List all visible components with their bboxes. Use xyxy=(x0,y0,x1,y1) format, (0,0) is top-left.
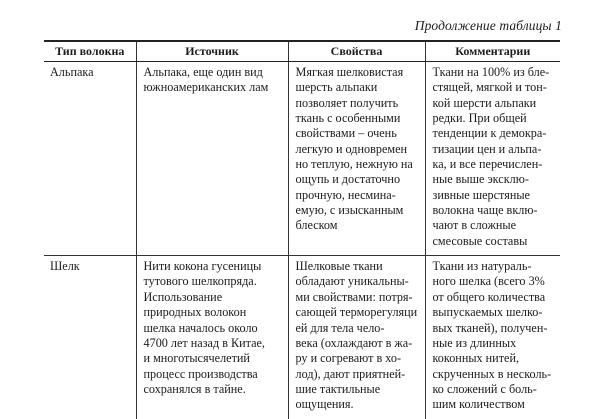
header-fiber-type: Тип волокна xyxy=(44,41,136,62)
cell-line: вых тканей), получен- xyxy=(432,320,548,335)
cell-line: чают в сложные xyxy=(432,218,516,233)
cell-line: и многотысячелетий xyxy=(143,351,250,366)
cell-line: ные выше эксклю- xyxy=(432,172,529,187)
properties-cell xyxy=(288,62,425,256)
fiber-type-cell: Альпака xyxy=(44,62,136,256)
table-header-row xyxy=(44,41,560,62)
cell-line: сохранялся в тайне. xyxy=(143,381,246,396)
cell-line: зивные шерстяные xyxy=(432,187,530,202)
cell-line: Использование xyxy=(143,289,223,304)
cell-line: коконных нитей, xyxy=(432,351,520,366)
cell-line: южноамериканских лам xyxy=(143,80,269,95)
cell-line: века (охлаждают в жа- xyxy=(295,335,413,350)
cell-line: смесовые составы xyxy=(432,233,528,248)
cell-line: скрученных в несколь- xyxy=(432,366,552,381)
cell-line: тутового шелкопряда. xyxy=(143,274,257,289)
comments-cell xyxy=(425,62,560,256)
cell-line: шерсть альпаки xyxy=(295,80,378,95)
cell-line: Шелковые ткани xyxy=(295,259,383,274)
table-continuation-caption: Продолжение таблицы 1 xyxy=(414,18,562,33)
cell-line: легкую и одновремен xyxy=(295,141,408,156)
cell-line: тизации цен и альпа- xyxy=(432,141,542,156)
cell-line: кой шерсти альпаки xyxy=(432,95,537,110)
cell-line: прочную, несмина- xyxy=(295,187,396,202)
cell-line: ного шелка (всего 3% xyxy=(432,274,545,289)
cell-line: обладают уникальны- xyxy=(295,274,409,289)
header-source: Источник xyxy=(136,41,288,62)
cell-line: стящей, мягкой и тон- xyxy=(432,80,547,95)
cell-line: 4700 лет назад в Китае, xyxy=(143,335,265,350)
cell-line: свойствами – очень xyxy=(295,126,397,141)
source-cell xyxy=(136,256,288,419)
cell-line: но теплую, нежную на xyxy=(295,157,413,172)
cell-line: емую, с изысканным xyxy=(295,203,404,218)
cell-line: ру и согревают в хо- xyxy=(295,351,402,366)
cell-line: шим количеством xyxy=(432,397,525,412)
cell-line: ей для тела чело- xyxy=(295,320,385,335)
properties-cell xyxy=(288,256,425,419)
header-properties: Свойства xyxy=(288,41,425,62)
cell-line: ощупь и достаточно xyxy=(295,172,401,187)
cell-line: лод), дают приятней- xyxy=(295,366,406,381)
header-comments: Комментарии xyxy=(425,41,560,62)
cell-line: ные из длинных xyxy=(432,335,517,350)
cell-line: Альпака, еще один вид xyxy=(143,65,263,79)
cell-line: ткань с особенными xyxy=(295,111,401,126)
cell-line: сающей терморегуляци xyxy=(295,305,418,320)
cell-line: ко сложений с боль- xyxy=(432,381,537,396)
cell-line: Мягкая шелковистая xyxy=(295,65,404,79)
cell-line: Нити кокона гусеницы xyxy=(143,259,262,274)
table-row xyxy=(44,62,560,256)
source-cell xyxy=(136,62,288,256)
cell-line: волокна чаще вклю- xyxy=(432,203,538,218)
cell-line: редки. При общей xyxy=(432,111,527,126)
cell-line: ка, и все перечислен- xyxy=(432,157,543,172)
fiber-table xyxy=(44,40,560,419)
cell-line: Ткани на 100% из бле- xyxy=(432,65,550,79)
cell-line: шие тактильные xyxy=(295,381,381,396)
cell-line: ощущения. xyxy=(295,397,354,412)
cell-line: шелка началось около xyxy=(143,320,258,335)
cell-line: Ткани из натураль- xyxy=(432,259,532,274)
comments-cell xyxy=(425,256,560,419)
cell-line: позволяет получить xyxy=(295,95,399,110)
fiber-type-cell: Шелк xyxy=(44,256,136,419)
cell-line: тенденции к демокра- xyxy=(432,126,547,141)
cell-line: выпускаемых шелко- xyxy=(432,305,543,320)
cell-line: природных волокон xyxy=(143,305,247,320)
table-row xyxy=(44,256,560,419)
cell-line: от общего количества xyxy=(432,289,546,304)
cell-line: ми свойствами: потря- xyxy=(295,289,413,304)
cell-line: процесс производства xyxy=(143,366,258,381)
cell-line: блеском xyxy=(295,218,338,233)
